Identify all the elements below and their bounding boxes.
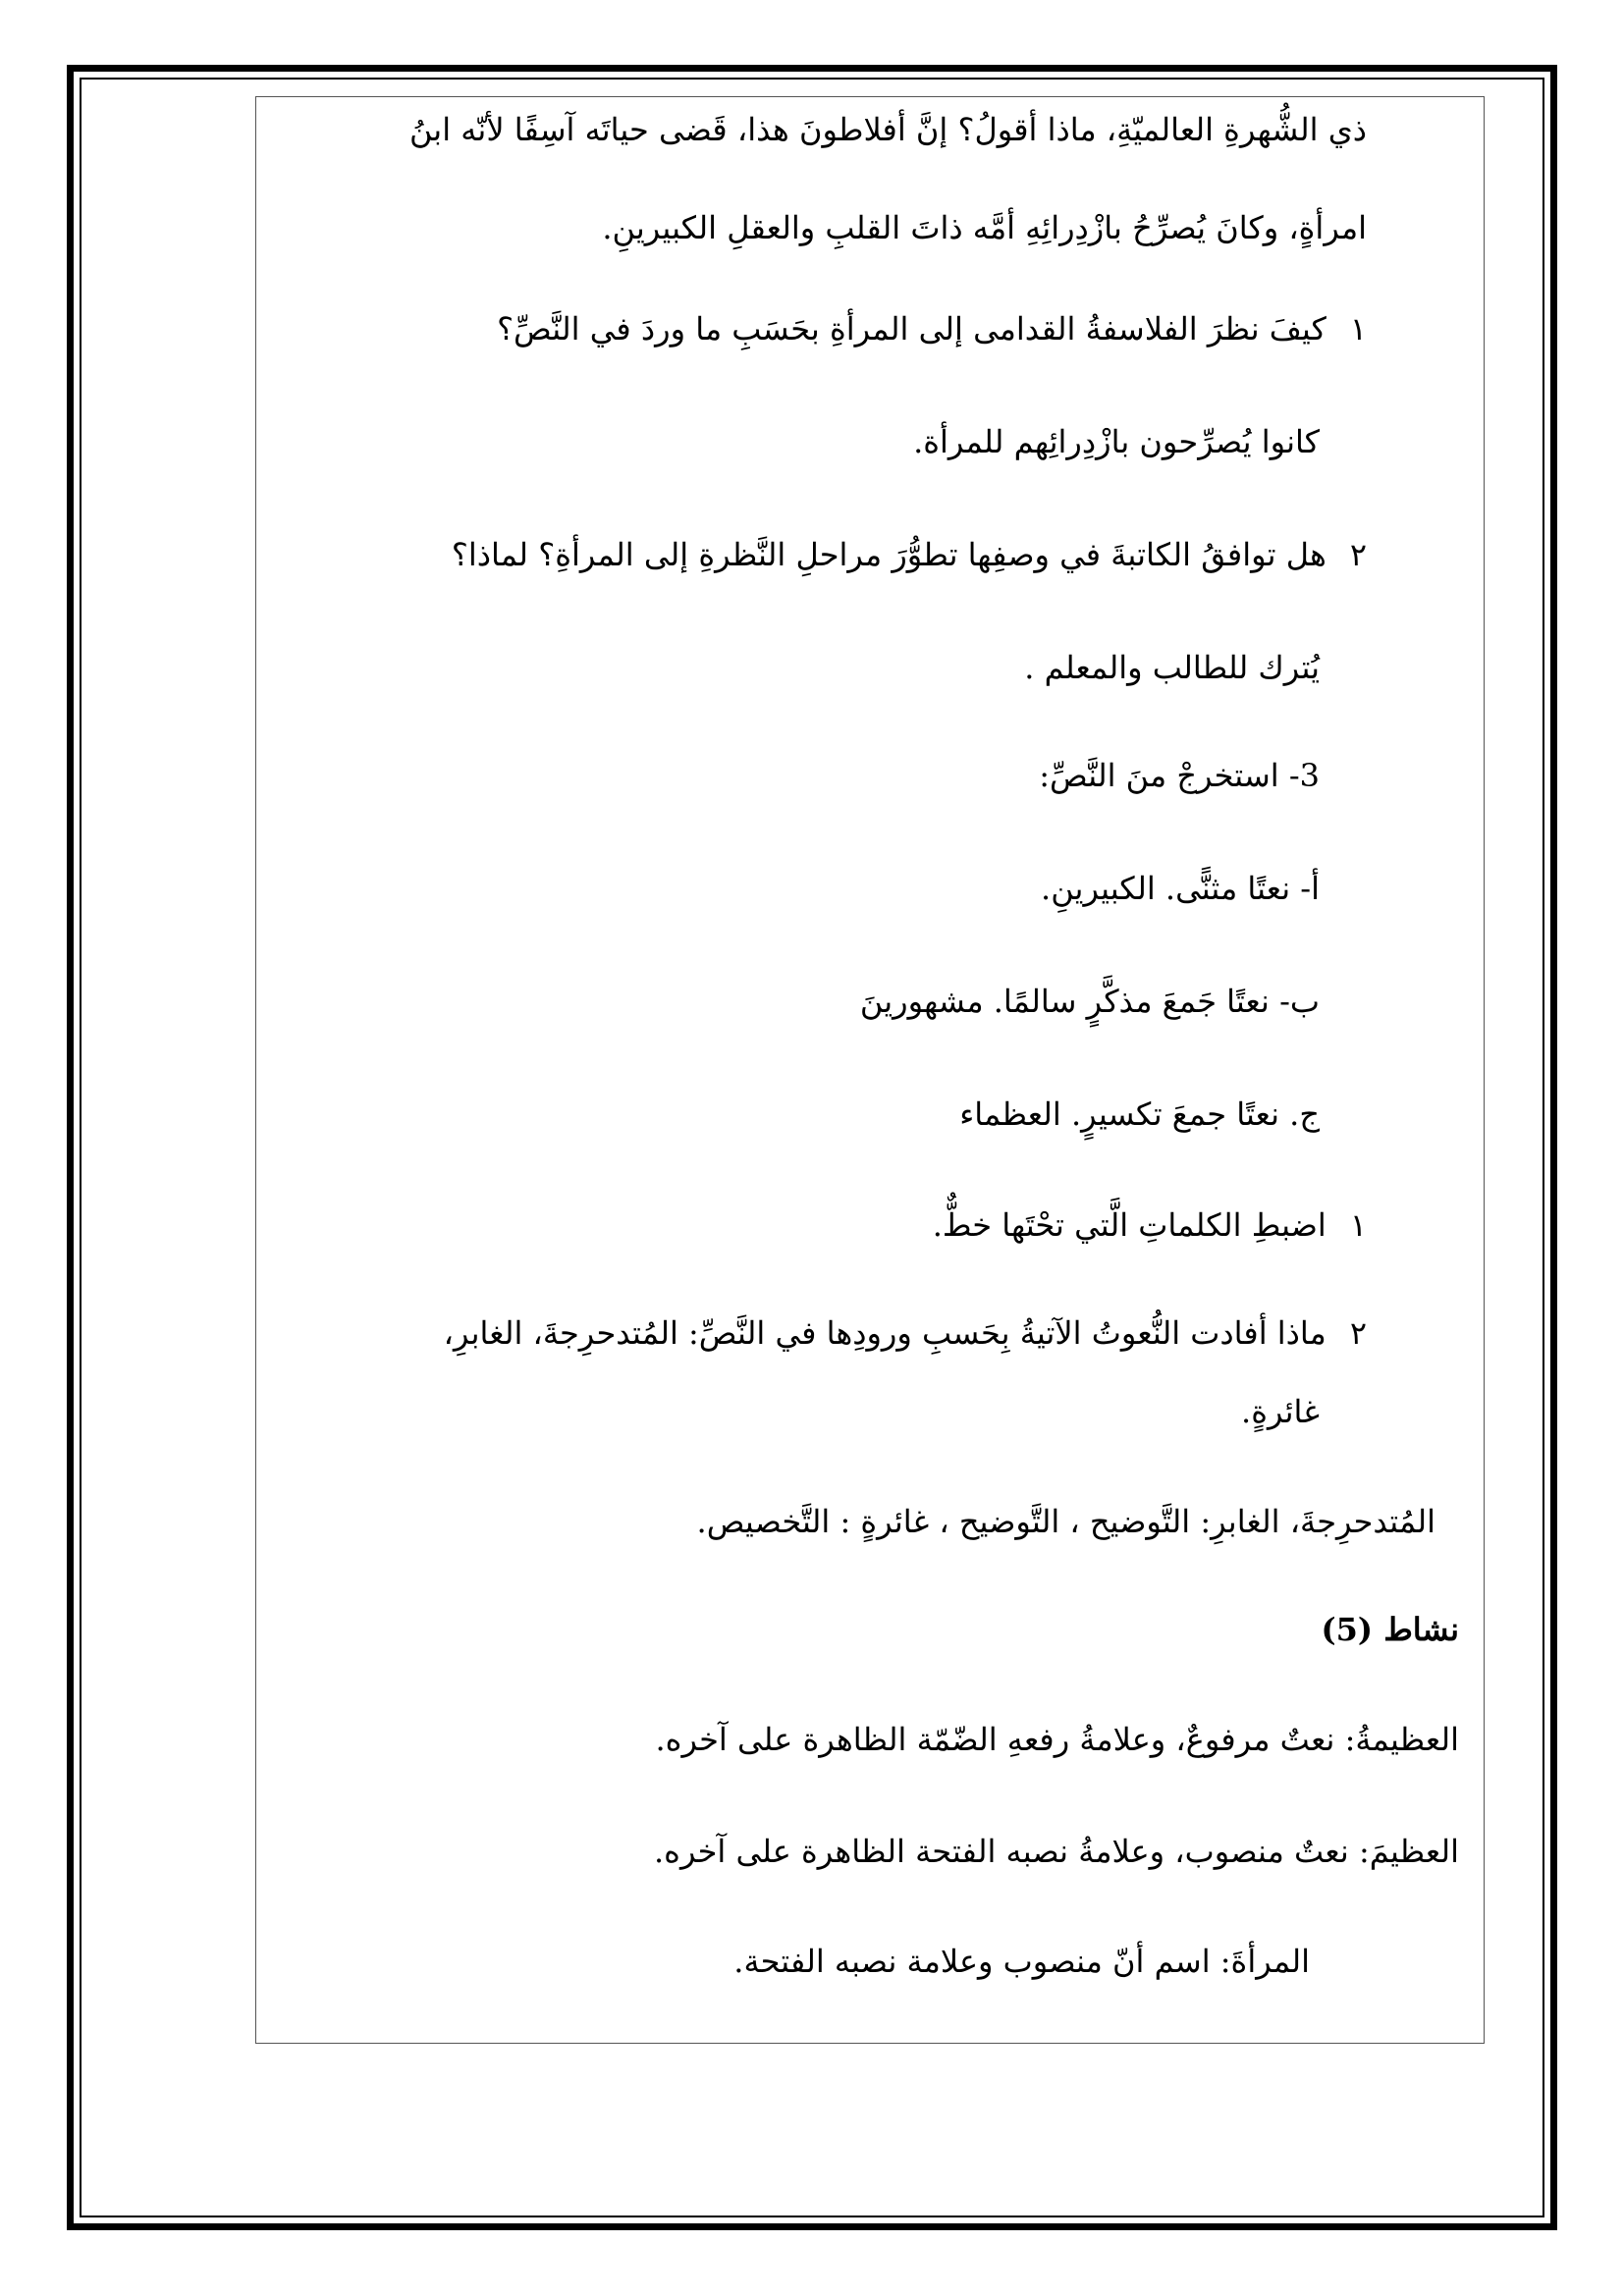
question-1-answer: كانوا يُصرِّحون بازْدِرائِهم للمرأة.	[913, 423, 1320, 460]
question-1-text: كيفَ نظرَ الفلاسفةُ القدامى إلى المرأةِ بحَسَبِ ما وردَ في النَّصِّ؟	[497, 310, 1326, 347]
question-3-item-a: أ- نعتًا مثنًّى. الكبيرينِ.	[1041, 870, 1320, 907]
question-1-number: ١	[1349, 310, 1367, 347]
question-5-number: ٢	[1349, 1314, 1367, 1352]
question-2	[452, 535, 1367, 574]
question-3-item-c: ج. نعتًا جمعَ تكسيرٍ. العظماء	[959, 1095, 1320, 1133]
activity-5-title: نشاط (5)	[1321, 1611, 1459, 1648]
question-5-text-continued: غائرةٍ.	[1241, 1393, 1320, 1430]
passage-line-2: امرأةٍ، وكانَ يُصرِّحُ بازْدِرائِهِ أمَّه ذاتَ القلبِ والعقلِ الكبيرينِ.	[602, 209, 1367, 246]
question-5-answer: المُتدحرِجةَ، الغابرِ: التَّوضيح ، التَّوضيح ، غائرةٍ : التَّخصيص.	[696, 1503, 1435, 1540]
question-3-heading: 3- استخرجْ منَ النَّصِّ:	[1039, 757, 1320, 794]
activity-5-line-3: المرأةَ: اسم أنّ منصوب وعلامة نصبه الفتحة.	[733, 1943, 1310, 1980]
question-4-text: اضبطِ الكلماتِ الَّتي تحْتَها خطٌّ.	[932, 1206, 1326, 1244]
question-5	[444, 1313, 1367, 1353]
question-1	[497, 309, 1367, 348]
activity-5-line-2: العظيمَ: نعتٌ منصوب، وعلامةُ نصبه الفتحة الظاهرة على آخره.	[654, 1833, 1459, 1870]
passage-line-1: ذي الشُّهرةِ العالميّةِ، ماذا أقولُ؟ إنَّ أفلاطونَ هذا، قَضى حياتَه آسِفًا لأنّه ابنُ	[408, 111, 1367, 148]
question-3-item-b: ب- نعتًا جَمعَ مذكَّرٍ سالمًا. مشهورينَ	[859, 983, 1320, 1020]
question-2-answer: يُترك للطالب والمعلم .	[1024, 649, 1320, 686]
question-4	[933, 1205, 1367, 1245]
question-2-text: هل توافقُ الكاتبةَ في وصفِها تطوُّرَ مراحلِ النَّظرةِ إلى المرأةِ؟ لماذا؟	[451, 536, 1326, 573]
question-2-number: ٢	[1349, 536, 1367, 573]
question-5-text: ماذا أفادت النُّعوتُ الآتيةُ بِحَسبِ ورودِها في النَّصِّ: المُتدحرِجةَ، الغابرِ،	[443, 1314, 1326, 1352]
question-4-number: ١	[1349, 1206, 1367, 1244]
activity-5-line-1: العظيمةُ: نعتٌ مرفوعٌ، وعلامةُ رفعهِ الضّمّة الظاهرة على آخره.	[655, 1721, 1459, 1758]
